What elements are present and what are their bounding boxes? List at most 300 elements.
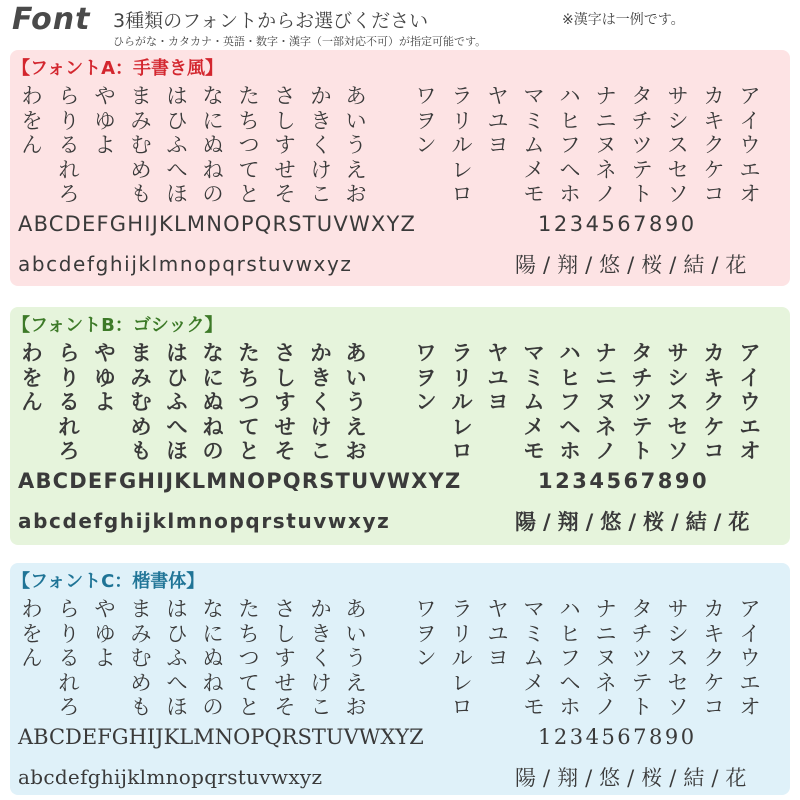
katakana-char: ヨ (487, 646, 509, 670)
katakana-char: ラ (451, 597, 473, 621)
katakana-column (448, 341, 476, 464)
katakana-char: ケ (703, 670, 725, 695)
hiragana-char: お (345, 439, 367, 463)
katakana-char: ア (739, 597, 761, 621)
katakana-char: ミ (523, 621, 545, 646)
katakana-char: ケ (703, 414, 725, 439)
katakana-column (556, 84, 584, 207)
hiragana-char: す (274, 390, 296, 414)
hiragana-column (235, 597, 263, 720)
hiragana-char: も (130, 182, 152, 206)
hiragana-column (127, 84, 155, 207)
hiragana-char: や (94, 597, 116, 621)
hiragana-column (342, 341, 370, 464)
katakana-column (556, 597, 584, 720)
katakana-char: ヤ (487, 597, 509, 621)
hiragana-char: せ (274, 414, 296, 439)
katakana-char: ソ (667, 439, 689, 463)
hiragana-column (307, 84, 335, 207)
katakana-char: マ (523, 597, 545, 621)
hiragana-char: よ (94, 133, 116, 157)
katakana-column (628, 341, 656, 464)
katakana-column (520, 84, 548, 207)
katakana-column (628, 84, 656, 207)
katakana-column (592, 341, 620, 464)
katakana-char: レ (451, 414, 473, 439)
katakana-char: ナ (595, 341, 617, 365)
digits-sample: 1234567890 (538, 469, 710, 493)
hiragana-char: て (238, 670, 260, 695)
hiragana-char: お (345, 695, 367, 719)
kanji-separator: / (669, 253, 678, 277)
hiragana-char: み (130, 621, 152, 646)
hiragana-char: せ (274, 157, 296, 182)
katakana-char: リ (451, 621, 473, 646)
katakana-char: タ (631, 84, 653, 108)
hiragana-char: と (238, 695, 260, 719)
katakana-column (520, 597, 548, 720)
katakana-char: ヲ (415, 108, 437, 133)
katakana-char: ウ (739, 390, 761, 414)
hiragana-char: ぬ (202, 133, 224, 157)
hiragana-char: ふ (166, 390, 188, 414)
hiragana-char: に (202, 365, 224, 390)
katakana-column (736, 84, 764, 207)
hiragana-column (271, 84, 299, 207)
kanji-separator: / (711, 253, 720, 277)
katakana-char: ワ (415, 341, 437, 365)
katakana-char: コ (703, 439, 725, 463)
hiragana-char: け (310, 157, 332, 182)
katakana-char: マ (523, 341, 545, 365)
katakana-column (664, 597, 692, 720)
hiragana-char: く (310, 133, 332, 157)
katakana-char: テ (631, 157, 653, 182)
hiragana-char: れ (58, 670, 80, 695)
hiragana-char: な (202, 597, 224, 621)
kanji-char: 陽 (515, 766, 537, 790)
katakana-char: レ (451, 157, 473, 182)
katakana-char: コ (703, 695, 725, 719)
hiragana-char: あ (345, 597, 367, 621)
uppercase-sample: ABCDEFGHIJKLMNOPQRSTUVWXYZ (18, 469, 462, 493)
katakana-char: ヲ (415, 365, 437, 390)
kanji-separator: / (627, 253, 636, 277)
hiragana-char: ろ (58, 182, 80, 206)
hiragana-char: も (130, 695, 152, 719)
hiragana-char: け (310, 414, 332, 439)
katakana-column (520, 341, 548, 464)
kanji-char: 陽 (515, 510, 537, 534)
hiragana-char: ね (202, 670, 224, 695)
katakana-column (448, 84, 476, 207)
katakana-char: フ (559, 390, 581, 414)
hiragana-char: さ (274, 341, 296, 365)
katakana-char: テ (631, 670, 653, 695)
hiragana-char: き (310, 621, 332, 646)
katakana-char: ク (703, 390, 725, 414)
katakana-column (700, 84, 728, 207)
katakana-char: ス (667, 390, 689, 414)
hiragana-char: ち (238, 621, 260, 646)
katakana-column (736, 597, 764, 720)
kanji-char: 陽 (515, 253, 537, 277)
katakana-char: リ (451, 365, 473, 390)
katakana-char: ソ (667, 182, 689, 206)
kanji-char: 翔 (557, 766, 580, 790)
hiragana-column (307, 341, 335, 464)
katakana-char: ヨ (487, 390, 509, 414)
katakana-char: チ (631, 621, 653, 646)
hiragana-char: り (58, 108, 80, 133)
katakana-char: シ (667, 621, 689, 646)
katakana-char: ラ (451, 341, 473, 365)
katakana-char: ワ (415, 84, 437, 108)
hiragana-char: に (202, 108, 224, 133)
katakana-column (736, 341, 764, 464)
katakana-char: ヌ (595, 390, 617, 414)
hiragana-char: ま (130, 341, 152, 365)
hiragana-char: か (310, 597, 332, 621)
font-c-panel (10, 563, 790, 795)
katakana-char: ヤ (487, 341, 509, 365)
lowercase-sample: abcdefghijklmnopqrstuvwxyz (18, 765, 323, 789)
hiragana-char: ら (58, 341, 80, 365)
hiragana-column (18, 597, 46, 671)
hiragana-char: う (345, 133, 367, 157)
hiragana-char: ね (202, 157, 224, 182)
katakana-char: ツ (631, 133, 653, 157)
hiragana-char: は (166, 84, 188, 108)
kanji-separator: / (543, 253, 552, 277)
katakana-char: ウ (739, 133, 761, 157)
katakana-char: ネ (595, 414, 617, 439)
kanji-sample (515, 249, 747, 279)
hiragana-char: し (274, 108, 296, 133)
hiragana-char: き (310, 108, 332, 133)
font-b-panel (10, 307, 790, 545)
katakana-char: タ (631, 341, 653, 365)
katakana-char: コ (703, 182, 725, 206)
katakana-char: ホ (559, 695, 581, 719)
hiragana-char: む (130, 133, 152, 157)
panel-title: 【フォントB：ゴシック】 (12, 315, 223, 336)
katakana-char: ル (451, 133, 473, 157)
hiragana-column (199, 597, 227, 720)
hiragana-column (127, 597, 155, 720)
hiragana-char: う (345, 390, 367, 414)
katakana-char: ユ (487, 365, 509, 390)
katakana-char: シ (667, 365, 689, 390)
hiragana-char: を (21, 621, 43, 646)
hiragana-char: ん (21, 646, 43, 670)
katakana-column (412, 597, 440, 671)
katakana-char: ユ (487, 108, 509, 133)
hiragana-char: て (238, 157, 260, 182)
hiragana-column (163, 84, 191, 207)
katakana-char: ホ (559, 439, 581, 463)
hiragana-char: る (58, 390, 80, 414)
katakana-char: ヨ (487, 133, 509, 157)
katakana-char: ネ (595, 670, 617, 695)
katakana-char: ス (667, 646, 689, 670)
hiragana-char: る (58, 133, 80, 157)
hiragana-char: な (202, 84, 224, 108)
katakana-char: レ (451, 670, 473, 695)
katakana-char: ロ (451, 182, 473, 206)
hiragana-char: つ (238, 646, 260, 670)
katakana-column (556, 341, 584, 464)
kanji-sample (515, 506, 750, 536)
katakana-char: ケ (703, 157, 725, 182)
kanji-char: 結 (685, 510, 708, 534)
hiragana-char: め (130, 157, 152, 182)
katakana-char: ロ (451, 695, 473, 719)
kana-grid (10, 307, 790, 467)
hiragana-char: え (345, 414, 367, 439)
katakana-char: ハ (559, 597, 581, 621)
kanji-separator: / (669, 766, 678, 790)
katakana-char: ノ (595, 182, 617, 206)
hiragana-char: つ (238, 390, 260, 414)
katakana-char: メ (523, 670, 545, 695)
katakana-char: キ (703, 365, 725, 390)
hiragana-char: ま (130, 597, 152, 621)
hiragana-char: も (130, 439, 152, 463)
hiragana-char: の (202, 439, 224, 463)
katakana-char: フ (559, 133, 581, 157)
hiragana-column (18, 84, 46, 158)
hiragana-char: れ (58, 157, 80, 182)
hiragana-column (199, 341, 227, 464)
katakana-char: キ (703, 621, 725, 646)
katakana-char: チ (631, 365, 653, 390)
hiragana-char: よ (94, 646, 116, 670)
katakana-char: セ (667, 157, 689, 182)
katakana-char: ワ (415, 597, 437, 621)
hiragana-char: て (238, 414, 260, 439)
uppercase-sample: ABCDEFGHIJKLMNOPQRSTUVWXYZ (18, 212, 417, 236)
katakana-column (592, 84, 620, 207)
katakana-char: ヲ (415, 621, 437, 646)
katakana-char: マ (523, 84, 545, 108)
hiragana-char: あ (345, 84, 367, 108)
hiragana-char: や (94, 341, 116, 365)
katakana-column (700, 341, 728, 464)
katakana-char: ヘ (559, 670, 581, 695)
font-a-panel (10, 50, 790, 286)
hiragana-char: め (130, 414, 152, 439)
header-subtitle: ひらがな・カタカナ・英語・数字・漢字（一部対応不可）が指定可能です。 (113, 35, 487, 48)
hiragana-column (55, 341, 83, 464)
hiragana-column (91, 597, 119, 671)
katakana-column (628, 597, 656, 720)
hiragana-char: う (345, 646, 367, 670)
katakana-char: ネ (595, 157, 617, 182)
katakana-char: ク (703, 646, 725, 670)
kanji-char: 花 (728, 510, 751, 534)
hiragana-char: こ (310, 439, 332, 463)
katakana-char: ム (523, 390, 545, 414)
hiragana-char: い (345, 108, 367, 133)
katakana-char: ハ (559, 341, 581, 365)
kanji-separator: / (585, 253, 594, 277)
katakana-char: ア (739, 84, 761, 108)
kanji-separator: / (543, 510, 552, 534)
katakana-char: ロ (451, 439, 473, 463)
hiragana-char: え (345, 157, 367, 182)
katakana-char: シ (667, 108, 689, 133)
katakana-column (412, 84, 440, 158)
katakana-column (412, 341, 440, 415)
katakana-char: ヒ (559, 365, 581, 390)
hiragana-char: す (274, 133, 296, 157)
digits-sample: 1234567890 (538, 725, 697, 749)
hiragana-char: わ (21, 597, 43, 621)
hiragana-char: ぬ (202, 646, 224, 670)
katakana-char: ニ (595, 108, 617, 133)
hiragana-column (55, 84, 83, 207)
hiragana-char: ひ (166, 365, 188, 390)
kanji-separator: / (585, 510, 595, 534)
kanji-separator: / (671, 510, 680, 534)
katakana-char: ノ (595, 695, 617, 719)
katakana-char: タ (631, 597, 653, 621)
hiragana-char: ほ (166, 695, 188, 719)
katakana-char: ウ (739, 646, 761, 670)
katakana-char: ツ (631, 646, 653, 670)
katakana-char: ト (631, 439, 653, 463)
katakana-char: ニ (595, 621, 617, 646)
katakana-char: セ (667, 414, 689, 439)
hiragana-column (342, 597, 370, 720)
katakana-char: ホ (559, 182, 581, 206)
katakana-column (484, 597, 512, 671)
katakana-char: メ (523, 414, 545, 439)
hiragana-char: え (345, 670, 367, 695)
katakana-char: ラ (451, 84, 473, 108)
katakana-char: ン (415, 133, 437, 157)
katakana-char: ム (523, 646, 545, 670)
kanji-separator: / (585, 766, 594, 790)
hiragana-column (271, 341, 299, 464)
katakana-char: メ (523, 157, 545, 182)
hiragana-char: そ (274, 695, 296, 719)
katakana-char: カ (703, 341, 725, 365)
katakana-char: ト (631, 182, 653, 206)
hiragana-char: く (310, 646, 332, 670)
header (0, 0, 800, 50)
kanji-char: 桜 (641, 766, 664, 790)
hiragana-char: か (310, 341, 332, 365)
katakana-char: ニ (595, 365, 617, 390)
hiragana-char: り (58, 365, 80, 390)
katakana-char: ナ (595, 84, 617, 108)
hiragana-column (127, 341, 155, 464)
hiragana-column (199, 84, 227, 207)
hiragana-char: ひ (166, 108, 188, 133)
katakana-char: ソ (667, 695, 689, 719)
katakana-char: イ (739, 108, 761, 133)
hiragana-column (271, 597, 299, 720)
kanji-separator: / (713, 510, 723, 534)
katakana-char: オ (739, 439, 761, 463)
hiragana-char: と (238, 182, 260, 206)
katakana-char: ノ (595, 439, 617, 463)
hiragana-char: そ (274, 439, 296, 463)
hiragana-char: い (345, 621, 367, 646)
hiragana-column (163, 597, 191, 720)
katakana-char: ヌ (595, 646, 617, 670)
hiragana-char: の (202, 695, 224, 719)
katakana-char: ム (523, 133, 545, 157)
hiragana-char: し (274, 621, 296, 646)
katakana-char: ヒ (559, 108, 581, 133)
hiragana-char: ち (238, 108, 260, 133)
kanji-char: 結 (683, 766, 706, 790)
katakana-char: ヌ (595, 133, 617, 157)
katakana-char: ヒ (559, 621, 581, 646)
katakana-char: サ (667, 84, 689, 108)
katakana-char: イ (739, 621, 761, 646)
katakana-char: エ (739, 670, 761, 695)
katakana-char: エ (739, 414, 761, 439)
katakana-column (592, 597, 620, 720)
hiragana-char: た (238, 341, 260, 365)
hiragana-char: し (274, 365, 296, 390)
hiragana-char: ふ (166, 646, 188, 670)
hiragana-char: さ (274, 84, 296, 108)
katakana-char: サ (667, 597, 689, 621)
hiragana-char: や (94, 84, 116, 108)
hiragana-char: む (130, 646, 152, 670)
kanji-separator: / (711, 766, 720, 790)
katakana-char: ユ (487, 621, 509, 646)
katakana-char: オ (739, 695, 761, 719)
kana-grid (10, 563, 790, 723)
hiragana-char: み (130, 365, 152, 390)
kanji-char: 翔 (557, 510, 580, 534)
katakana-column (664, 341, 692, 464)
hiragana-char: く (310, 390, 332, 414)
hiragana-column (235, 84, 263, 207)
katakana-char: ト (631, 695, 653, 719)
hiragana-column (91, 84, 119, 158)
digits-sample: 1234567890 (538, 212, 697, 236)
hiragana-char: つ (238, 133, 260, 157)
kanji-separator: / (628, 510, 638, 534)
katakana-char: サ (667, 341, 689, 365)
hiragana-char: こ (310, 695, 332, 719)
katakana-char: モ (523, 695, 545, 719)
hiragana-char: ゆ (94, 621, 116, 646)
katakana-char: オ (739, 182, 761, 206)
header-title: 3種類のフォントからお選びください (113, 10, 429, 32)
katakana-char: ヘ (559, 414, 581, 439)
kana-grid (10, 50, 790, 210)
katakana-char: イ (739, 365, 761, 390)
hiragana-char: ほ (166, 439, 188, 463)
kanji-separator: / (543, 766, 552, 790)
hiragana-char: そ (274, 182, 296, 206)
lowercase-sample: abcdefghijklmnopqrstuvwxyz (18, 509, 391, 533)
katakana-char: ク (703, 133, 725, 157)
hiragana-char: か (310, 84, 332, 108)
hiragana-column (163, 341, 191, 464)
katakana-char: ア (739, 341, 761, 365)
hiragana-char: る (58, 646, 80, 670)
hiragana-char: ふ (166, 133, 188, 157)
